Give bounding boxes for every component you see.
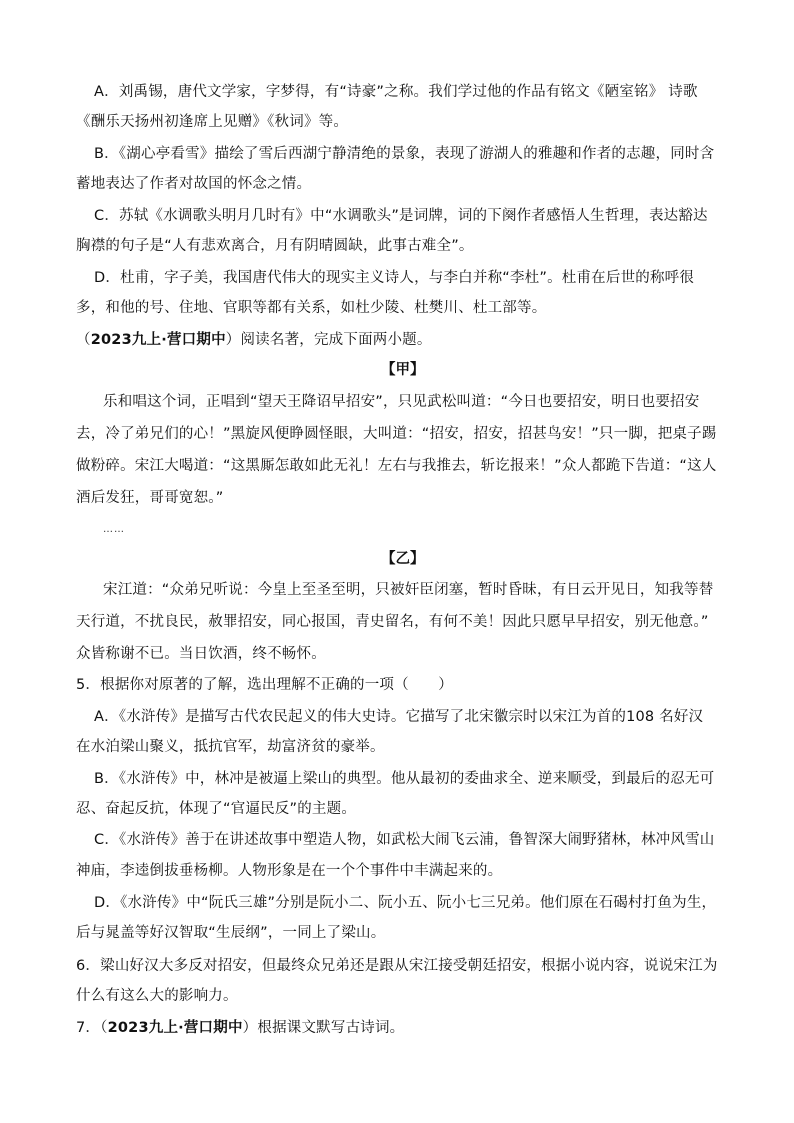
q7-close: ）: [242, 1020, 258, 1036]
reading-intro-close: ）: [225, 332, 241, 348]
reading-intro-text: 阅读名著，完成下面两小题。: [240, 332, 432, 348]
reading-intro: [76, 330, 432, 350]
q5-option-c-line1: C．《水浒传》善于在讲述故事中塑造人物，如武松大闹飞云浦，鲁智深大闹野猪林，林冲风雪山: [94, 832, 715, 848]
passage-jia-line1: 乐和唱这个词，正唱到“望天王降诏早招安”，只见武松叫道：“今日也要招安，明日也要招安: [103, 394, 700, 410]
q5-option-d-line1: D．《水浒传》中“阮氏三雄”分别是阮小二、阮小五、阮小七三兄弟。他们原在石碣村打鱼为生，: [94, 895, 717, 911]
q7-source: 2023九上·营口期中: [107, 1020, 243, 1036]
q7-stem: [76, 1018, 404, 1038]
passage-jia-line3: 做粉碎。宋江大喝道：“这黑厮怎敢如此无礼！左右与我推去，斩讫报来！”众人都跪下告道：“这人: [76, 458, 717, 474]
q4-option-b-line1: B．《湖心亭看雪》描绘了雪后西湖宁静清绝的景象，表现了游湖人的雅趣和作者的志趣，同时含: [94, 146, 715, 162]
q6-line1: 6．梁山好汉大多反对招安，但最终众兄弟还是跟从宋江接受朝廷招安，根据小说内容，说说宋江为: [76, 958, 718, 974]
passage-yi-line1: 宋江道：“众弟兄听说：今皇上至圣至明，只被奸臣闭塞，暂时昏昧，有日云开见日，知我等替: [103, 582, 714, 598]
q4-option-a-line1: A．刘禹锡，唐代文学家，字梦得，有“诗豪”之称。我们学过他的作品有铭文《陋室铭》 诗歌: [94, 84, 698, 100]
q4-option-c-line1: C．苏轼《水调歌头明月几时有》中“水调歌头”是词牌，词的下阕作者感悟人生哲理，表达豁达: [94, 208, 708, 224]
q6-line2: 什么有这么大的影响力。: [76, 988, 238, 1004]
q5-option-c-line2: 神庙，李逵倒拔垂杨柳。人物形象是在一个个事件中丰满起来的。: [76, 863, 503, 879]
q5-option-a-line1: A．《水浒传》是描写古代农民起义的伟大史诗。它描写了北宋徽宗时以宋江为首的108 名好汉: [94, 709, 704, 725]
passage-jia-ellipsis: ……: [103, 524, 125, 535]
q5-option-b-line2: 忍、奋起反抗，体现了“官逼民反”的主题。: [76, 801, 357, 817]
q5-option-b-line1: B．《水浒传》中，林冲是被逼上梁山的典型。他从最初的委曲求全、逆来顺受，到最后的忍无可: [94, 771, 715, 787]
q5-stem: 5．根据你对原著的了解，选出理解不正确的一项（ ）: [76, 677, 453, 693]
q4-option-a-line2: 《酬乐天扬州初逢席上见赠》《秋词》等。: [76, 114, 349, 130]
reading-intro-open: （: [76, 332, 91, 348]
q4-option-c-line2: 胸襟的句子是“人有悲欢离合，月有阴晴圆缺，此事古难全”。: [76, 238, 474, 254]
q4-option-b-line2: 蓄地表达了作者对故国的怀念之情。: [76, 176, 312, 192]
q7-open: （: [100, 1020, 108, 1036]
passage-yi-line2: 天行道，不扰良民，赦罪招安，同心报国，青史留名，有何不美！因此只愿早早招安，别无他意。”: [76, 614, 709, 630]
q5-option-d-line2: 后与晁盖等好汉智取“生辰纲”，一同上了梁山。: [76, 925, 386, 941]
passage-jia-line2: 去，冷了弟兄们的心！”黑旋风便睁圆怪眼，大叫道：“招安，招安，招甚鸟安！”只一脚，把桌子踢: [76, 426, 717, 442]
passage-jia-line4: 酒后发狂，哥哥宽恕。”: [76, 490, 224, 506]
passage-jia-title: 【甲】: [381, 362, 425, 378]
q5-option-a-line2: 在水泊梁山聚义，抵抗官军，劫富济贫的豪举。: [76, 739, 385, 755]
reading-intro-source: 2023九上·营口期中: [90, 332, 226, 348]
passage-yi-title: 【乙】: [381, 551, 425, 567]
passage-yi-line3: 众皆称谢不已。当日饮酒，终不畅怀。: [76, 646, 326, 662]
q7-text: 根据课文默写古诗词。: [257, 1020, 405, 1036]
q4-option-d-line2: 多，和他的号、住地、官职等都有关系，如杜少陵、杜樊川、杜工部等。: [76, 300, 547, 316]
q7-number: 7．: [76, 1020, 101, 1036]
q4-option-d-line1: D．杜甫，字子美，我国唐代伟大的现实主义诗人，与李白并称“李杜”。杜甫在后世的称呼很: [94, 270, 695, 286]
